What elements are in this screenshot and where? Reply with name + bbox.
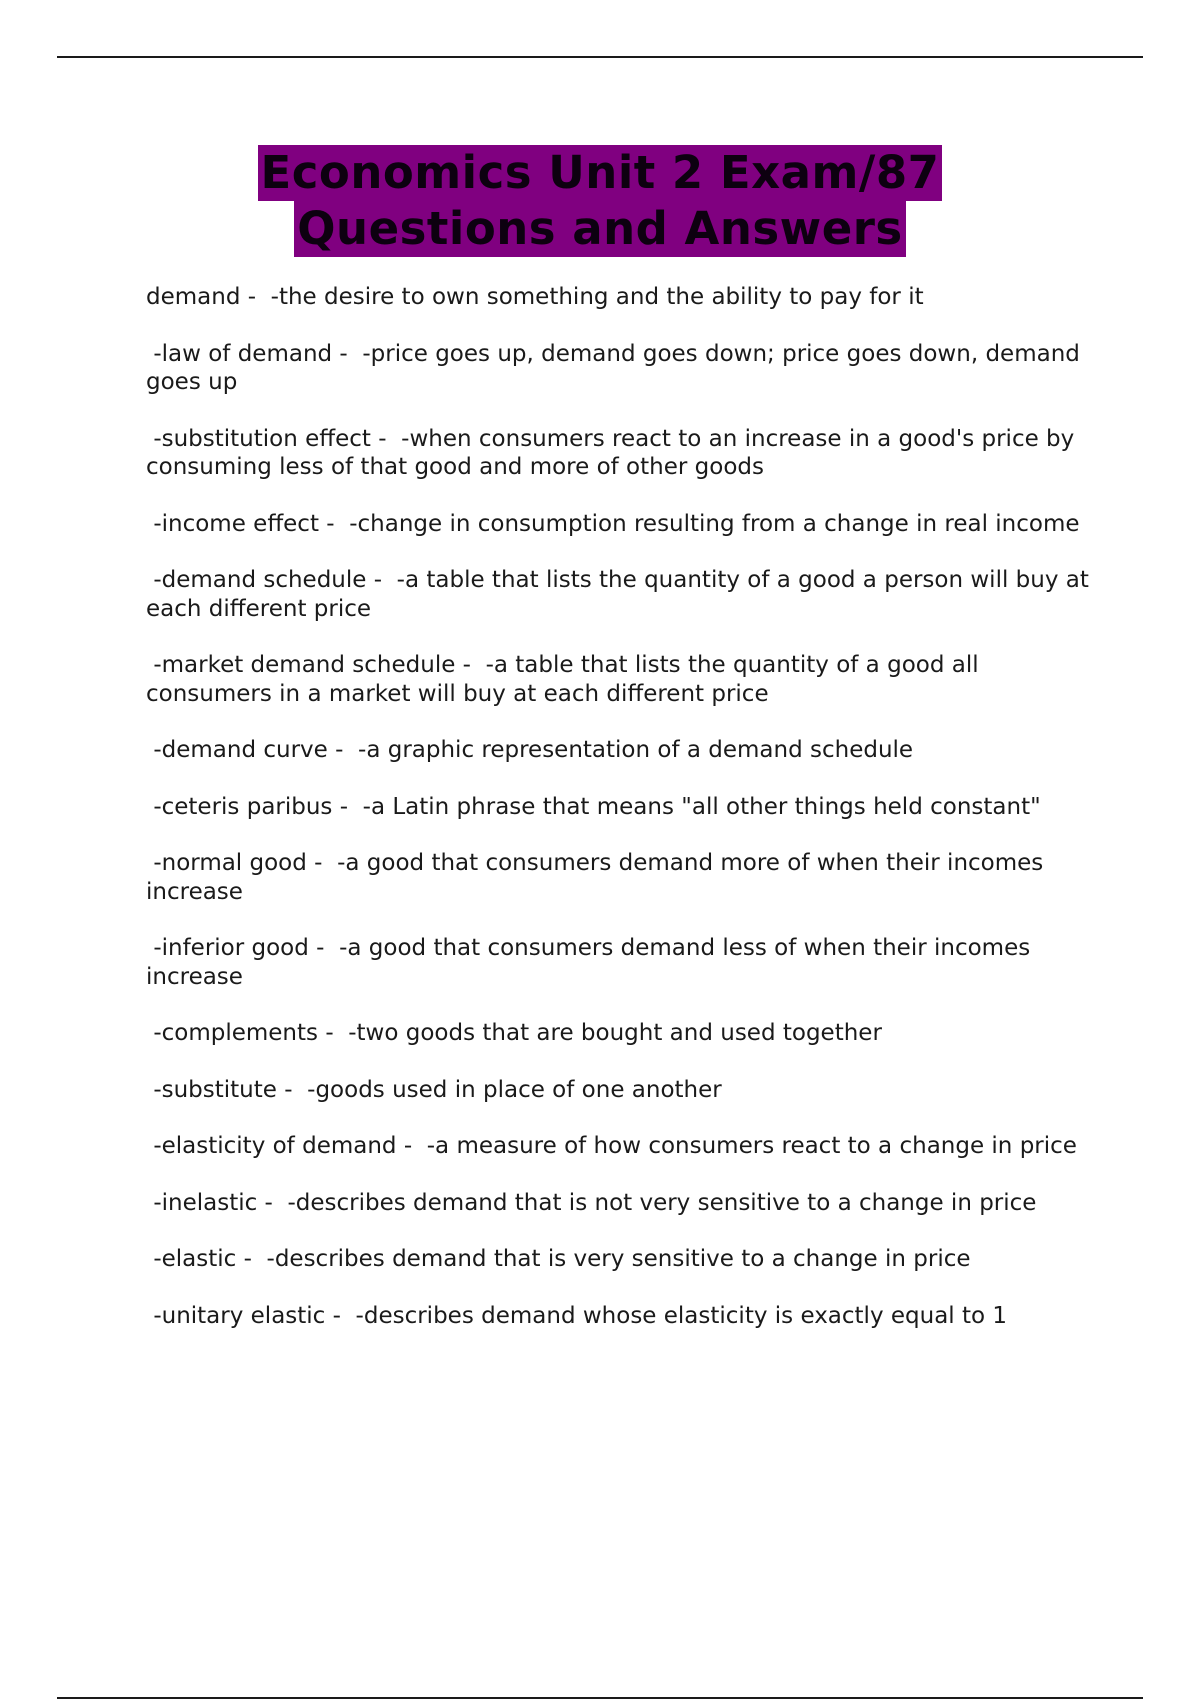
qa-entry: -complements - -two goods that are bought and used together [146,1020,882,1046]
qa-entry: -demand schedule - -a table that lists the quantity of a good a person will buy at each different price [146,567,1097,622]
qa-entry: -market demand schedule - -a table that lists the quantity of a good all consumers in a market will buy at each different price [146,652,986,707]
qa-entry: -substitution effect - -when consumers react to an increase in a good's price by consuming less of that good and more of other goods [146,425,1082,480]
document-title [0,145,1200,257]
title-line-1: Economics Unit 2 Exam/87 [258,145,943,201]
qa-entry: -elastic - -describes demand that is very sensitive to a change in price [146,1246,971,1272]
qa-entry: -ceteris paribus - -a Latin phrase that means "all other things held constant" [146,793,1041,820]
qa-entry: -unitary elastic - -describes demand whose elasticity is exactly equal to 1 [146,1302,1008,1329]
qa-entry: -law of demand - -price goes up, demand goes down; price goes down, demand goes up [146,340,1088,395]
qa-list [146,283,1096,1358]
bottom-rule [57,1697,1143,1699]
qa-entry: -income effect - -change in consumption resulting from a change in real income [146,510,1080,537]
title-line-2: Questions and Answers [294,201,905,257]
qa-entry: -substitute - -goods used in place of one another [146,1076,722,1103]
top-rule [57,56,1143,58]
qa-entry: -inferior good - -a good that consumers demand less of when their incomes increase [146,935,1038,990]
qa-entry: -elasticity of demand - -a measure of how consumers react to a change in price [146,1133,1077,1159]
qa-entry: -inelastic - -describes demand that is not very sensitive to a change in price [146,1189,1037,1216]
qa-entry: -demand curve - -a graphic representation of a demand schedule [146,737,914,763]
qa-entry: -normal good - -a good that consumers demand more of when their incomes increase [146,850,1051,905]
qa-entry: demand - -the desire to own something and the ability to pay for it [146,284,924,310]
